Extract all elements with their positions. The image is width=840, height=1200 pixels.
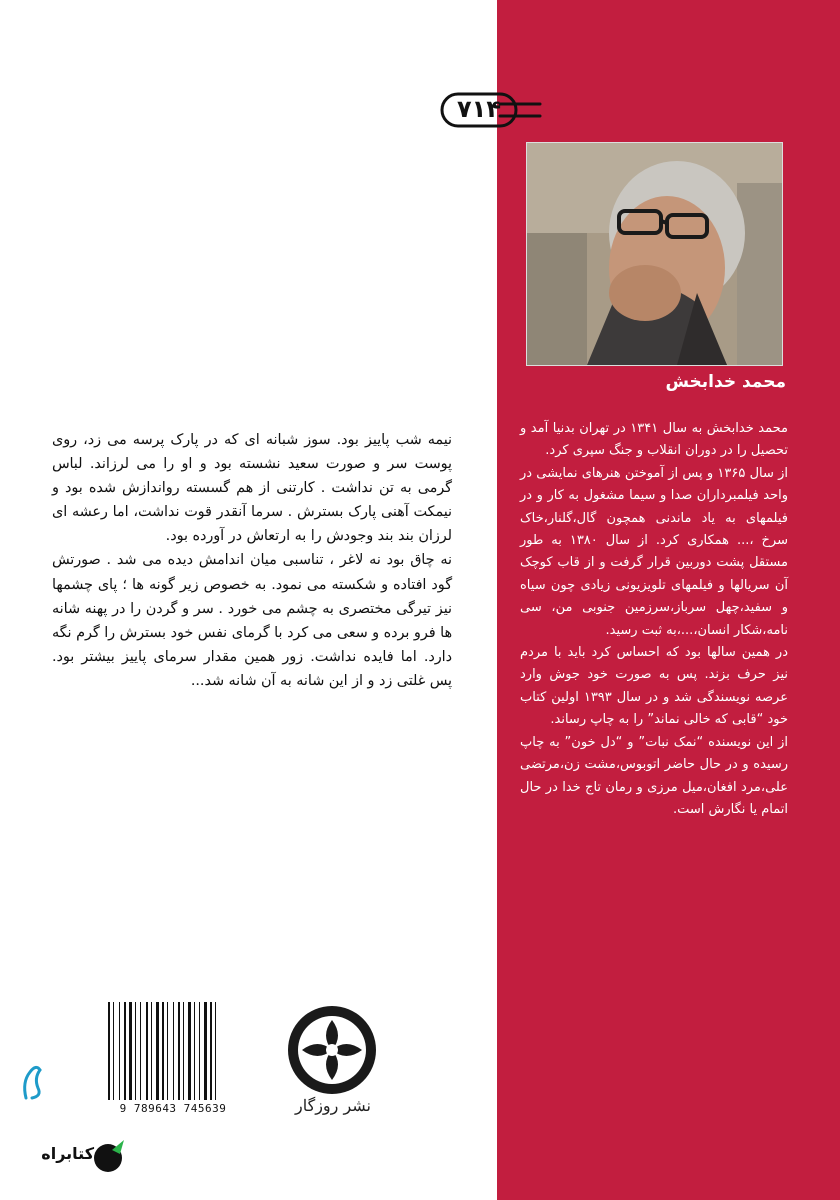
barcode-bar — [210, 1002, 212, 1100]
barcode-bar — [183, 1002, 184, 1100]
isbn-barcode — [100, 1000, 246, 1122]
barcode-bar — [199, 1002, 200, 1100]
ketabrah-logo-icon — [90, 1136, 130, 1176]
publisher-name: نشر روزگار — [294, 1096, 372, 1115]
ketabrah-watermark[interactable] — [30, 1136, 130, 1180]
barcode-bar — [188, 1002, 191, 1100]
barcode-bar — [204, 1002, 207, 1100]
barcode-bar — [194, 1002, 195, 1100]
barcode-bar — [129, 1002, 132, 1100]
series-number: ۷۱۴ — [457, 95, 501, 123]
excerpt-paragraph: نیمه شب پاییز بود. سوز شبانه ای که در پارک پرسه می زد، روی پوست سر و صورت سعید نشسته بود و او را می لرزاند. لباس گرمی به تن نداشت . کارتنی از هم گسسته رواندازش شده بود و نیمکت آهنی پارک بسترش . سرما آنقدر قوت نداشت، اما رعشه ای لرزان بند بند وجودش را به ارتعاش در آورده بود. — [52, 432, 452, 545]
designer-signature — [18, 1058, 48, 1102]
bio-paragraph: از این نویسنده “نمک نبات” و “دل خون” به چاپ رسیده و در حال حاضر اتوبوس،مشت زن،مرتضی علی،مرد افغان،میل مرزی و رمان تاج خدا در حال اتمام یا نگارش است. — [520, 734, 788, 817]
barcode-bar — [173, 1002, 174, 1100]
barcode-bars — [108, 1002, 244, 1100]
ketabrah-wordmark: کتابراه — [41, 1144, 94, 1163]
barcode-bar — [135, 1002, 136, 1100]
barcode-bar — [151, 1002, 152, 1100]
barcode-bar — [162, 1002, 164, 1100]
barcode-bar — [146, 1002, 148, 1100]
bio-paragraph: از سال ۱۳۶۵ و پس از آموختن هنرهای نمایشی در واحد فیلمبرداران صدا و سیما مشغول به کار و در فیلمهای به یاد ماندنی همچون گال،گلنار،خاک سرخ ،... همکاری کرد. از سال ۱۳۸۰ به طور مستقل پشت دوربین قرار گرفت و از قاب کوچک آن سریالها و فیلمهای تلویزیونی زیادی چون سیاه و سفید،چهل سرباز،سرزمین جنوبی من، سی نامه،شکار انسان،...،به ثبت رسید. — [520, 465, 789, 638]
barcode-bar — [156, 1002, 159, 1100]
barcode-bar — [119, 1002, 120, 1100]
bio-paragraph: در همین سالها بود که احساس کرد باید با مردم نیز حرف بزند. پس به صورت خود جوش وارد عرصه نویسندگی شد و در سال ۱۳۹۳ اولین کتاب خود “قابی که خالی نماند” را به چاپ رساند. — [520, 645, 788, 728]
barcode-bar — [215, 1002, 216, 1100]
barcode-bar — [167, 1002, 168, 1100]
series-number-badge — [440, 92, 544, 128]
barcode-bar — [140, 1002, 141, 1100]
barcode-bar — [124, 1002, 126, 1100]
excerpt-paragraph: نه چاق بود نه لاغر ، تناسبی میان اندامش دیده می شد . صورتش گود افتاده و شکسته می نمود. به خصوص زیر گونه ها ؛ پای چشمها نیز تیرگی مختصری به چشم می خورد . سر و گردن را در پهنه شانه ها فرو برده و سعی می کرد با گرمای نفس خود بسترش را گرم نگه دارد. اما فایده نداشت. زور همین مقدار سرمای پاییز بیشتر بود. پس غلتی زد و از این شانه به آن شانه شد... — [52, 552, 452, 689]
publisher-logo — [284, 1002, 380, 1098]
bio-paragraph: محمد خدابخش به سال ۱۳۴۱ در تهران بدنیا آمد و تحصیل را در دوران انقلاب و جنگ سپری کرد. — [520, 421, 788, 459]
isbn-number: 9 789643 745639 — [119, 1102, 227, 1115]
author-bio — [520, 418, 788, 821]
story-excerpt — [52, 428, 452, 693]
barcode-bar — [108, 1002, 110, 1100]
author-name: محمد خدابخش — [665, 372, 786, 392]
barcode-bar — [178, 1002, 180, 1100]
author-photo — [526, 142, 783, 366]
barcode-bar — [113, 1002, 114, 1100]
